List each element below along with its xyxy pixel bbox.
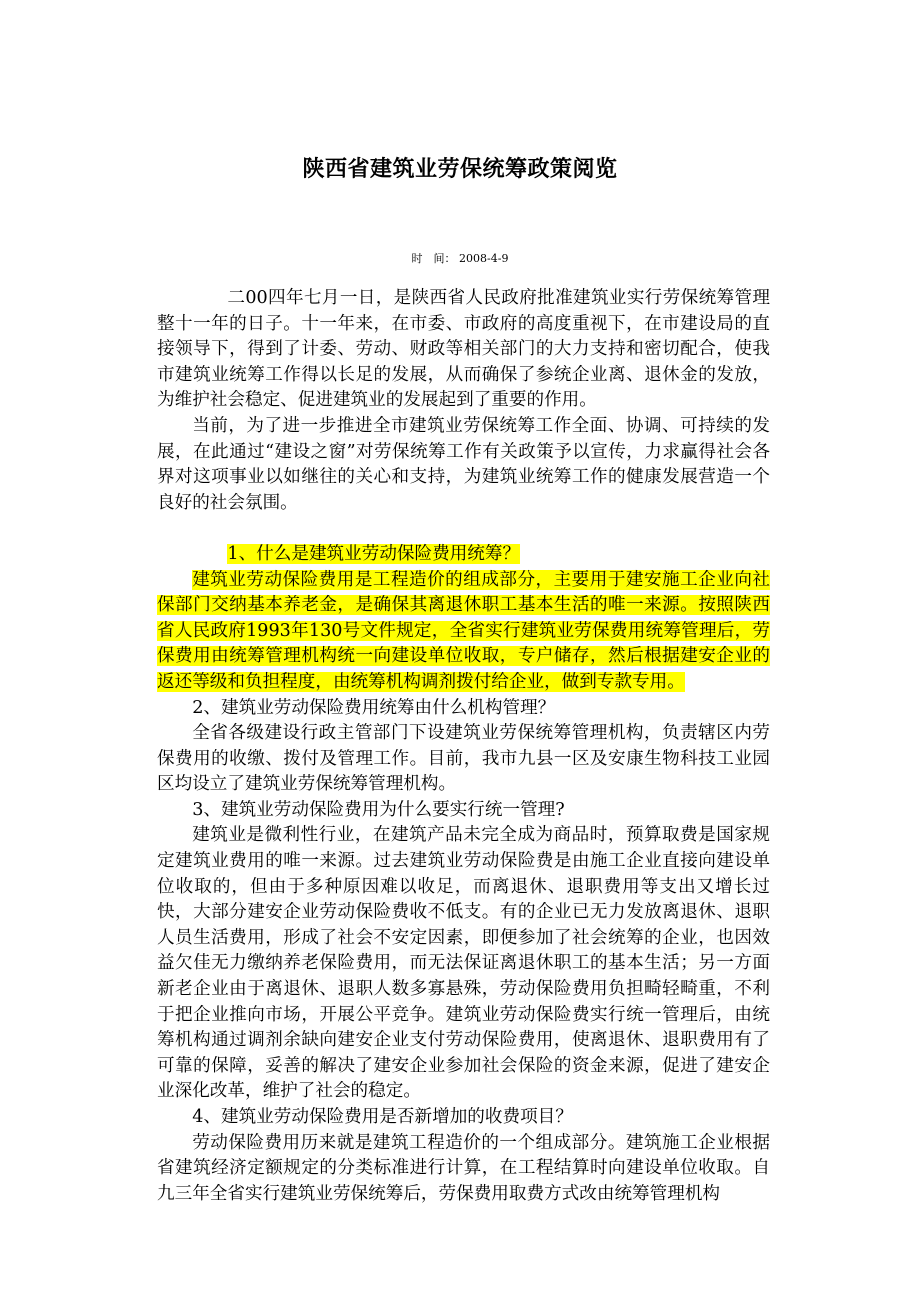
document-body bbox=[157, 286, 770, 1207]
answer-4: 劳动保险费用历来就是建筑工程造价的一个组成部分。建筑施工企业根据省建筑经济定额规定的分类标准进行计算，在工程结算时向建设单位收取。自九三年全省实行建筑业劳保统筹后，劳保费用取费方式改由统筹管理机构 bbox=[157, 1132, 770, 1204]
question-1 bbox=[157, 542, 770, 568]
intro-paragraph-2: 当前，为了进一步推进全市建筑业劳保统筹工作全面、协调、可持续的发展，在此通过“建设之窗”对劳保统筹工作有关政策予以宣传，力求赢得社会各界对这项事业以如继往的关心和支持，为建筑业统筹工作的健康发展营造一个良好的社会氛围。 bbox=[157, 415, 770, 513]
answer-1 bbox=[157, 568, 770, 696]
answer-1-highlight: 建筑业劳动保险费用是工程造价的组成部分，主要用于建安施工企业向社保部门交纳基本养老金，是确保其离退休职工基本生活的唯一来源。按照陕西省人民政府1993年130号文件规定，全省实行建筑业劳保费用统筹管理后，劳保费用由统筹管理机构统一向建设单位收取，专户储存，然后根据建安企业的返还等级和负担程度，由统筹机构调剂拨付给企业，做到专款专用。 bbox=[157, 569, 770, 692]
question-2: 2、建筑业劳动保险费用统筹由什么机构管理？ bbox=[192, 697, 556, 718]
question-1-highlight: 1、什么是建筑业劳动保险费用统筹？ bbox=[227, 543, 521, 564]
document-title: 陕西省建筑业劳保统筹政策阅览 bbox=[302, 156, 618, 182]
paragraph-spacer bbox=[157, 516, 770, 542]
document-date: 时 间： 2008-4-9 bbox=[411, 252, 509, 265]
answer-2: 全省各级建设行政主管部门下设建筑业劳保统筹管理机构，负责辖区内劳保费用的收缴、拨付及管理工作。目前，我市九县一区及安康生物科技工业园区均设立了建筑业劳保统筹管理机构。 bbox=[157, 723, 770, 795]
intro-paragraph-1: 二00四年七月一日，是陕西省人民政府批准建筑业实行劳保统筹管理整十一年的日子。十一年来，在市委、市政府的高度重视下，在市建设局的直接领导下，得到了计委、劳动、财政等相关部门的大力支持和密切配合，使我市建筑业统筹工作得以长足的发展，从而确保了参统企业离、退休金的发放，为维护社会稳定、促进建筑业的发展起到了重要的作用。 bbox=[157, 288, 770, 411]
question-4: 4、建筑业劳动保险费用是否新增加的收费项目？ bbox=[192, 1107, 573, 1127]
answer-3: 建筑业是微利性行业，在建筑产品未完全成为商品时，预算取费是国家规定建筑业费用的唯一来源。过去建筑业劳动保险费是由施工企业直接向建设单位收取的，但由于多种原因难以收足，而离退休、退职费用等支出又增长过快，大部分建安企业劳动保险费收不低支。有的企业已无力发放离退休、退职人员生活费用，形成了社会不安定因素，即便参加了社会统筹的企业，也因效益欠佳无力缴纳养老保险费用，而无法保证离退休职工的基本生活；另一方面新老企业由于离退休、退职人数多寡悬殊，劳动保险费用负担畸轻畸重，不利于把企业推向市场，开展公平竞争。建筑业劳动保险费实行统一管理后，由统筹机构通过调剂余缺向建安企业支付劳动保险费用，使离退休、退职费用有了可靠的保障，妥善的解决了建安企业参加社会保险的资金来源，促进了建安企业深化改革，维护了社会的稳定。 bbox=[157, 825, 770, 1102]
question-3: 3、建筑业劳动保险费用为什么要实行统一管理? bbox=[192, 799, 565, 820]
